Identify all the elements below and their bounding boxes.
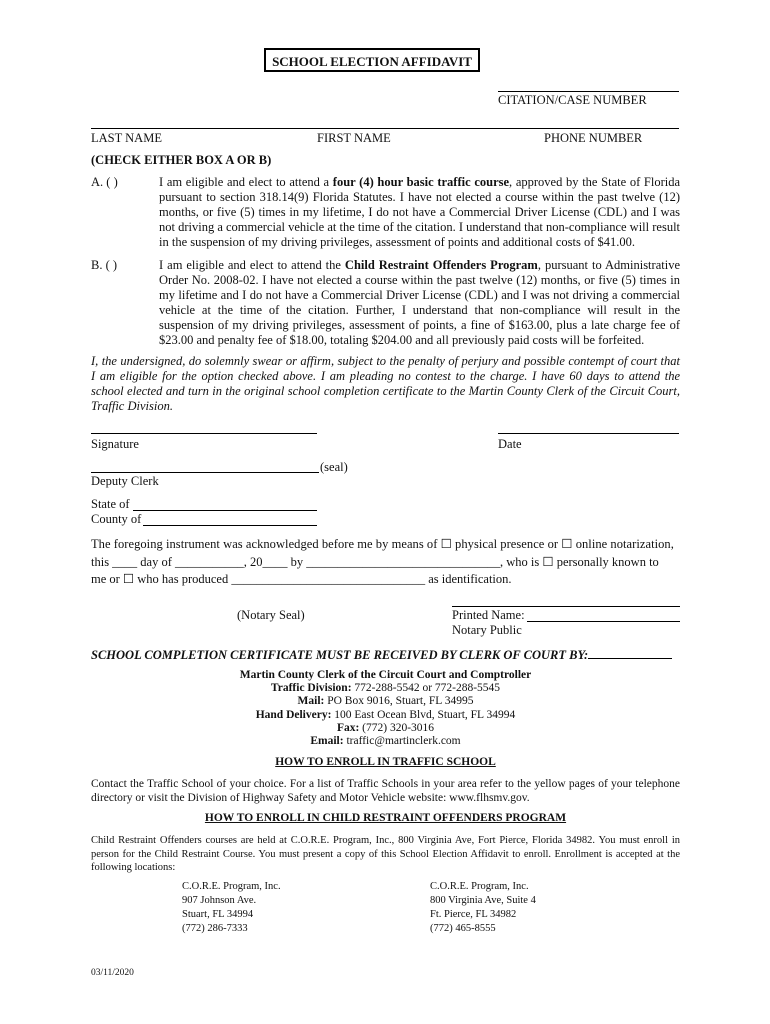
location-phone: (772) 465-8555	[430, 923, 496, 934]
printed-name-label: Printed Name:	[452, 608, 525, 622]
location-name: C.O.R.E. Program, Inc.	[182, 881, 281, 892]
oath-statement: I, the undersigned, do solemnly swear or affirm, subject to the penalty of perjury and possible contempt of court that I am eligible for the option checked above. I am pleading no contest to the charge. I have 60 days to attend the school elected and turn in the original school completion certificate to the Martin County Clerk of the Circuit Court, Traffic Division.	[91, 354, 680, 413]
county-of-line[interactable]	[143, 525, 317, 526]
child-restraint-heading: HOW TO ENROLL IN CHILD RESTRAINT OFFENDERS PROGRAM	[204, 812, 567, 824]
seal-label: (seal)	[320, 460, 348, 474]
child-restraint-text: Child Restraint Offenders courses are held at C.O.R.E. Program, Inc., 800 Virginia Ave, Fort Pierce, Florida 34982. You must enroll in person for the Child Restraint Course. You must present a copy of this School Election Affidavit to enroll. Enrollment is accepted at the following locations:	[91, 835, 680, 873]
last-name-label: LAST NAME	[91, 131, 162, 145]
citation-line[interactable]	[498, 91, 679, 92]
county-of-label: County of	[91, 512, 142, 526]
phone-label: PHONE NUMBER	[544, 131, 643, 145]
option-b-text: I am eligible and elect to attend the Child Restraint Offenders Program, pursuant to Administrative Order No. 2008-02. I have not elected a course within the past twelve (12) months, or five (5) times in my lifetime and I do not have a Commercial Driver License (CDL) and I was not driving a commercial vehicle at the time of the citation. Further, I understand that non-compliance will result in the suspension of my driving privileges, assessment of points, a fine of $163.00, plus a late charge fee of $23.00 and penalty fee of $18.00, totaling $204.00 and all previously paid costs will be forfeited.	[159, 258, 680, 347]
clerk-contact-block	[91, 669, 680, 748]
date-label: Date	[498, 437, 522, 451]
notary-line-2: this ____ day of ___________, 20____ by _______________________________, who is ☐ personally known to	[91, 555, 659, 569]
first-name-label: FIRST NAME	[317, 131, 391, 145]
option-a-checkbox[interactable]: A. ( )	[91, 175, 118, 189]
hand-delivery-line: Hand Delivery: 100 East Ocean Blvd, Stuart, FL 34994	[255, 708, 516, 721]
option-a-text: I am eligible and elect to attend a four (4) hour basic traffic course, approved by the State of Florida pursuant to section 318.14(9) Florida Statutes. I have not elected a course within the past twelve (12) months, or five (5) times in my lifetime, I do not have a Commercial Driver License (CDL) and I was not driving a commercial vehicle at the time of the citation. I understand that non-compliance will result in the suspension of my driving privileges, assessment of points and additional costs of $41.00.	[159, 175, 681, 249]
signature-line[interactable]	[91, 433, 317, 434]
location-street: 800 Virginia Ave, Suite 4	[430, 895, 536, 906]
email-line: Email: traffic@martinclerk.com	[310, 735, 461, 748]
option-b-checkbox[interactable]: B. ( )	[91, 258, 118, 272]
traffic-school-heading: HOW TO ENROLL IN TRAFFIC SCHOOL	[275, 756, 496, 768]
notary-line-1: The foregoing instrument was acknowledged before me by means of ☐ physical presence or ☐ online notarization,	[91, 537, 674, 551]
location-stuart	[182, 880, 281, 936]
signature-label: Signature	[91, 437, 139, 451]
citation-label: CITATION/CASE NUMBER	[498, 93, 647, 107]
location-phone: (772) 286-7333	[182, 923, 248, 934]
deputy-clerk-line[interactable]	[91, 472, 319, 473]
certificate-deadline-heading: SCHOOL COMPLETION CERTIFICATE MUST BE RECEIVED BY CLERK OF COURT BY:	[91, 646, 672, 663]
location-city: Ft. Pierce, FL 34982	[430, 909, 517, 920]
fax-line: Fax: (772) 320-3016	[336, 721, 435, 734]
notary-line-3: me or ☐ who has produced _______________________________ as identification.	[91, 572, 512, 586]
printed-name-line[interactable]	[527, 621, 680, 622]
certificate-deadline-blank[interactable]	[588, 646, 672, 659]
revision-date: 03/11/2020	[91, 968, 134, 978]
state-of-line[interactable]	[133, 510, 317, 511]
notary-public-label: Notary Public	[452, 623, 522, 637]
notary-signature-line[interactable]	[452, 606, 680, 607]
location-name: C.O.R.E. Program, Inc.	[430, 881, 529, 892]
mail-line: Mail: PO Box 9016, Stuart, FL 34995	[297, 695, 474, 708]
deputy-clerk-label: Deputy Clerk	[91, 474, 159, 488]
location-city: Stuart, FL 34994	[182, 909, 254, 920]
location-street: 907 Johnson Ave.	[182, 895, 257, 906]
notary-seal-label: (Notary Seal)	[237, 608, 305, 622]
form-title: SCHOOL ELECTION AFFIDAVIT	[264, 48, 480, 72]
check-instruction: (CHECK EITHER BOX A OR B)	[91, 153, 272, 167]
clerk-org-name: Martin County Clerk of the Circuit Court and Comptroller	[239, 669, 532, 681]
traffic-division-line: Traffic Division: 772-288-5542 or 772-288-5545	[270, 682, 501, 695]
date-line[interactable]	[498, 433, 679, 434]
traffic-school-text: Contact the Traffic School of your choice. For a list of Traffic Schools in your area refer to the yellow pages of your telephone directory or visit the Division of Highway Safety and Motor Vehicle website: www.flhsmv.gov.	[91, 778, 680, 804]
location-ft-pierce	[430, 880, 536, 936]
state-of-label: State of	[91, 497, 130, 511]
name-line[interactable]	[91, 128, 679, 129]
